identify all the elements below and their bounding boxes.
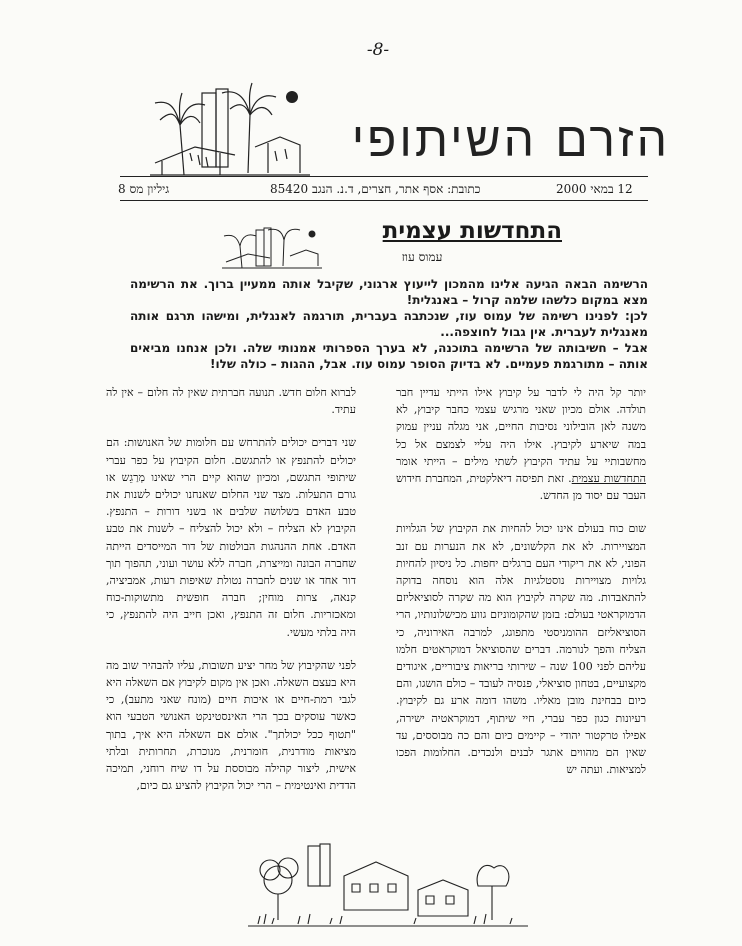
village-houses-illustration-icon bbox=[248, 840, 528, 940]
body-column-left bbox=[106, 384, 356, 810]
article-author: עמוס עוז bbox=[401, 250, 443, 264]
body-text: . זאת תפיסה דיאלקטית, המחברת חידוש העבר עם יסוד מן החדש. bbox=[396, 472, 646, 503]
kibbutz-skyline-small-illustration-icon bbox=[222, 222, 322, 272]
kibbutz-skyline-illustration-icon bbox=[150, 75, 310, 183]
body-column-right bbox=[396, 384, 646, 794]
page-number: -8- bbox=[366, 40, 390, 60]
body-paragraph: שום כוח בעולם אינו יכול להחיות את הקיבוץ של הגלויות המצויירות. לא את הקלשונים, לא את הנערות עם זנב הפוני, לא את ריקודי העם ברגלים יחפות. כל ניסיון להחיות גלויות מצויירות נוסטלגיות אלה הוא נוסחה בדוקה להתאבדות. מה שקרה לקיבוץ הוא מה שקרה לסוציאליזם הדמוקראטי בעולם: בזמן שהקומוניזם גווע מכישלונותיו, הרי הסוציאליזם ההומניסטי מתפוגג, למרבה האירוניה, כי הצליח והפך לנורמה. דברים שהסוציאל דמוקראטים חלמו עליהם לפני 100 שנה – שירותי בריאות ציבוריים, איגודים מקצועיים, בטחון סוציאלי, פנסיה לעובד – כולם הושגו, והם כיום בבחינת מובן מאליו. משהו דומה ארע גם לקיבוץ. רעיונות כגון כפר עברי, חיי שיתוף, דמוקראטיה ישירה, אפילו טרקטור יהודי – קיימים כיום והם כה מבוססים, עד שאין הם מהווים אתגר לבנים ולנכדים. החלומות הפכו למציאות. ועתה יש bbox=[396, 522, 646, 777]
intro-block bbox=[130, 276, 648, 372]
masthead-bottom-rule bbox=[120, 200, 648, 201]
intro-paragraph: אבל – חשיבותה של הרשימה בתוכנה, לא בערך הספרותי אמנותי שלה. ולכן אנחנו מביאים אותה – מתורגמת פעמיים. לא בדיוק הסופר עמוס עוז. אבל, ההגות – כולה שלו! bbox=[130, 341, 648, 371]
body-paragraph: שני דברים יכולים להתרחש עם חלומות של האנושות: הם יכולים להתנפץ או להתגשם. חלום הקיבוץ על כפר עברי שיתופי התגשם, ומכיון שהוא קיים הרי שאינו מְרַגֵש או גורם התעלות. מצד שני החלום שאנחנו יכולים לשנות את טבע האדם בשלושה שלבים או בשני דורות – התנפץ. הקיבוץ לא הצליח – ולא יכול להצליח – לשנות את טבע האדם. אחת ההנהגות הבולטות של דור המייסדים הייתה שחברה הבונה ומייצרת, חברה ללא עושר ועוני, תהפוך תוך דור אחד או שנים לחברה נטולת שאיפות רעות, אמביציה, קנאה, צרות מוחין; חברה חופשית מתשוקות-כוח ומאכזריות. חלום זה התנפץ, ואכן חייב היה להתנפץ, כי היה בלתי מעשי. bbox=[106, 436, 356, 639]
body-paragraph: לפני שהקיבוץ של מחר יציע תשובות, עליו להבהיר שוב מה היא בעצם השאלה. ואכן אין מקום לקיבוץ אם השאלה היא לגבי רמת-חיים או איכות חיים (מונח שאני מתעב), כי כאשר עוסקים בכך הרי האינסטינקט האנושי הטבעי הוא "תטוף ככל יכולתך". אולם אם השאלה היא איך, בתוך מציאות מודרנית, חומרנית, מנוכרת, תחרותית ובלתי אישית, ליצור קהילה מבוססת על דו שיח רוחני, תמיכה הדדית ואינטימית – הרי יכול הקיבוץ להציע גם כיום, bbox=[106, 658, 356, 793]
masthead-issue: גיליון מס 8 bbox=[118, 182, 170, 196]
underlined-phrase: התחדשות עצמית bbox=[571, 472, 646, 486]
masthead-title: הזרם השיתופי bbox=[351, 112, 670, 168]
intro-paragraph: לכן: לפנינו רשימה של עמוס עוז, שנכתבה בעברית, תורגמה לאנגלית, ומישהו תרגם אותה מאנגלית לעברית. אין גבול לחוצפה... bbox=[130, 309, 648, 339]
masthead-top-rule bbox=[120, 176, 648, 177]
intro-paragraph: הרשימה הבאה הגיעה אלינו מהמכון לייעוץ ארגוני, שקיבל אותה ממעיין ברוך. את הרשימה מצא במקום כלשהו שלמה קרול – באנגלית! bbox=[130, 277, 648, 307]
masthead-date: 12 במאי 2000 bbox=[556, 182, 633, 196]
body-text: יותר קל היה לי לדבר על קיבוץ אילו הייתי עדיין חבר תולדה. אולם מכיון שאני מרגיש עצמי כחבר קיבוץ, לא משנה לאן הובילוני נסיבות החיים, אני מגלה עניין עמוק במה שיארע לקיבוץ. אילו היה עליי לצמצם אל כל מחשבותיי על עתיד הקיבוץ לשתי מילים – הייתי אומר bbox=[396, 386, 646, 468]
body-paragraph: לברוא חלום חדש. תנועה חברתית שאין לה חלום – אין לה עתיד. bbox=[106, 386, 356, 417]
body-paragraph bbox=[396, 384, 646, 504]
masthead-address: כתובת: אסף אתר, חצרים, ד.נ. הנגב 85420 bbox=[270, 182, 481, 196]
article-title: התחדשות עצמית bbox=[382, 218, 562, 244]
